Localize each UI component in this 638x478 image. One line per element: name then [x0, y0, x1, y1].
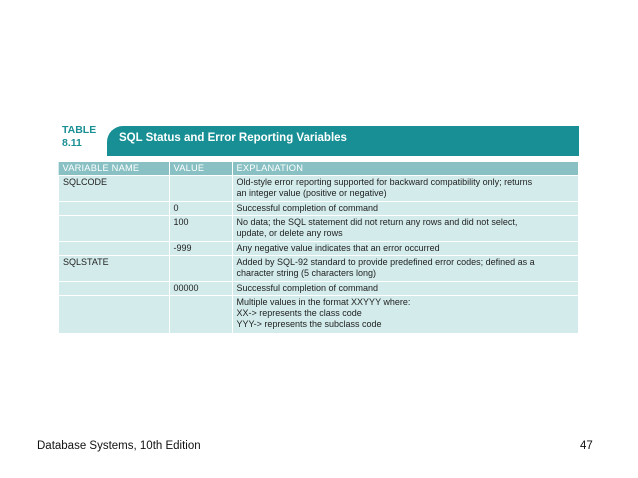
- footer-source: Database Systems, 10th Edition: [37, 440, 201, 452]
- table-label-word: TABLE: [62, 124, 97, 136]
- explanation-line: Any negative value indicates that an error occurred: [236, 243, 440, 253]
- cell-explanation: [232, 176, 579, 202]
- cell-variable-name: [59, 202, 170, 216]
- table-label-number: 8.11: [62, 137, 82, 149]
- table-row: [59, 256, 579, 282]
- cell-value: [169, 256, 232, 282]
- explanation-line: character string (5 characters long): [236, 268, 377, 278]
- table-row: [59, 216, 579, 242]
- cell-variable-name: [59, 242, 170, 256]
- table-row: [59, 282, 579, 296]
- cell-variable-name: [59, 216, 170, 242]
- header-explanation: EXPLANATION: [232, 162, 579, 176]
- header-row: [59, 162, 579, 176]
- cell-variable-name: SQLSTATE: [59, 256, 170, 282]
- cell-explanation: [232, 202, 579, 216]
- explanation-line: Added by SQL-92 standard to provide predefined error codes; defined as a: [236, 257, 535, 267]
- cell-variable-name: [59, 282, 170, 296]
- table-row: [59, 176, 579, 202]
- footer-page-number: 47: [580, 440, 593, 452]
- explanation-line: No data; the SQL statement did not return any rows and did not select,: [236, 217, 518, 227]
- explanation-line: Successful completion of command: [236, 283, 379, 293]
- header-value: VALUE: [169, 162, 232, 176]
- cell-variable-name: SQLCODE: [59, 176, 170, 202]
- table-row: [59, 242, 579, 256]
- cell-value: 100: [169, 216, 232, 242]
- table-number-label: [62, 124, 112, 150]
- explanation-line: Old-style error reporting supported for backward compatibility only; returns: [236, 177, 533, 187]
- header-variable-name: VARIABLE NAME: [59, 162, 170, 176]
- table-title-bar: [107, 126, 579, 156]
- cell-explanation: [232, 216, 579, 242]
- explanation-line: update, or delete any rows: [236, 228, 343, 238]
- cell-variable-name: [59, 296, 170, 334]
- cell-value: [169, 176, 232, 202]
- explanation-line: XX-> represents the class code: [236, 308, 362, 318]
- explanation-line: YYY-> represents the subclass code: [236, 319, 382, 329]
- cell-value: 0: [169, 202, 232, 216]
- cell-explanation: [232, 296, 579, 334]
- explanation-line: an integer value (positive or negative): [236, 188, 387, 198]
- cell-value: 00000: [169, 282, 232, 296]
- explanation-line: Multiple values in the format XXYYY where:: [236, 297, 411, 307]
- cell-explanation: [232, 282, 579, 296]
- cell-value: [169, 296, 232, 334]
- cell-explanation: [232, 256, 579, 282]
- cell-value: -999: [169, 242, 232, 256]
- status-variables-grid: [58, 162, 579, 334]
- table-row: [59, 202, 579, 216]
- explanation-line: Successful completion of command: [236, 203, 379, 213]
- table-row: [59, 296, 579, 334]
- table-title: SQL Status and Error Reporting Variables: [119, 132, 347, 144]
- cell-explanation: [232, 242, 579, 256]
